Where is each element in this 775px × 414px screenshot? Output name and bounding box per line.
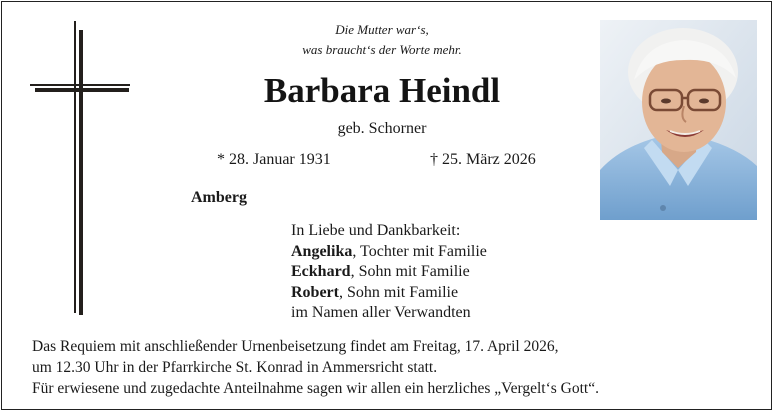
portrait-photo xyxy=(600,20,757,220)
mourner-name: Eckhard xyxy=(291,263,351,280)
deceased-name: Barbara Heindl xyxy=(263,71,501,110)
birth-name: geb. Schorner xyxy=(337,120,427,137)
mourner-row xyxy=(291,262,487,283)
notice-line-1: Das Requiem mit anschließender Urnenbeisetzung findet am Freitag, 17. April 2026, xyxy=(32,338,559,355)
notice-line-2: um 12.30 Uhr in der Pfarrkirche St. Konrad in Ammersricht statt. xyxy=(32,359,438,376)
portrait-illustration xyxy=(600,20,757,220)
service-notice xyxy=(32,336,762,399)
city: Amberg xyxy=(191,189,247,206)
cross-icon xyxy=(30,21,132,315)
notice-line-3: Für erwiesene und zugedachte Anteilnahme sagen wir allen ein herzliches „Vergelt‘s Gott“. xyxy=(32,380,599,397)
mourners-intro: In Liebe und Dankbarkeit: xyxy=(291,222,461,239)
birth-date: * 28. Januar 1931 xyxy=(217,151,331,168)
mourners-closing: im Namen aller Verwandten xyxy=(291,304,471,321)
mourner-relation: , Sohn mit Familie xyxy=(350,263,470,280)
mourners-list xyxy=(291,221,487,324)
mourner-name: Angelika xyxy=(291,242,353,260)
quote-line-2: was braucht‘s der Worte mehr. xyxy=(302,42,462,57)
mourner-relation: , Tochter mit Familie xyxy=(352,242,487,260)
quote-line-1: Die Mutter war‘s, xyxy=(335,22,429,37)
mourner-relation: , Sohn mit Familie xyxy=(338,283,459,301)
quote xyxy=(272,20,492,60)
mourner-name: Robert xyxy=(291,283,339,301)
mourner-row xyxy=(291,283,487,304)
obituary-card xyxy=(1,1,772,410)
death-date: † 25. März 2026 xyxy=(430,151,536,168)
mourner-row xyxy=(291,242,487,263)
